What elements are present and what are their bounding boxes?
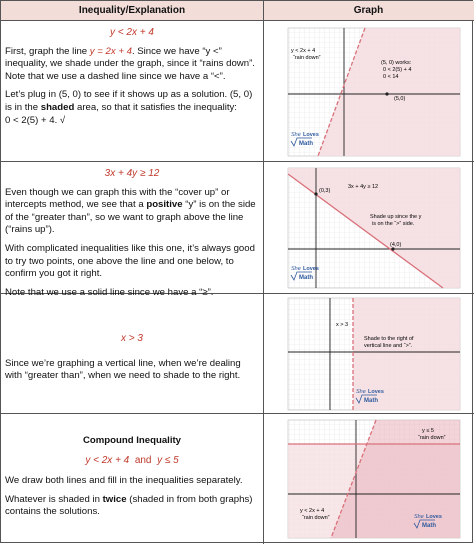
row3-graph	[264, 294, 474, 413]
row4-eq2: y ≤ 5	[157, 454, 179, 466]
row2-p1c: “y” is on the side of the “greater than”, so we want to graph above the line (“rains up”).	[5, 199, 256, 236]
row1-p2d: 0 < 2(5) + 4. √	[5, 114, 66, 126]
row4-label3: y < 2x + 4	[300, 508, 325, 514]
row2-para3: Note that we use a solid line since we have a “≥”.	[5, 286, 214, 298]
row4-p2a: Whatever is shaded in	[5, 493, 103, 505]
row3-note2: vertical line and “>”.	[364, 343, 413, 349]
row1-para2	[5, 89, 259, 127]
logo-loves: Loves	[368, 389, 384, 395]
row4-para1: We draw both lines and fill in the inequalities separately.	[5, 475, 243, 487]
row1-p2a: Let’s plug in (5, 0) to see if it shows up as a solution. (5, 0) is in the	[5, 89, 253, 113]
row2-pt2-label: (4,0)	[390, 242, 402, 248]
row2-p1b: positive	[146, 199, 183, 211]
header-explanation	[1, 1, 263, 21]
row4-p2c: (shaded in from both graphs) contains the solutions.	[5, 493, 253, 518]
row4-title: Compound Inequality	[82, 435, 182, 446]
row2-pt1-label: (0,3)	[319, 188, 331, 194]
row4-label4: “rain down”	[302, 515, 330, 521]
row1-works2: 0 < 2(5) + 4	[383, 67, 412, 73]
row2-para2: With complicated inequalities like this one, it’s always good to try two points, one above the line and one below, to confirm you got it right.	[5, 242, 255, 280]
row3-note1: Shade to the right of	[364, 336, 414, 342]
row2-p1a: Even though we can graph this with the “cover up” or intercepts method, we see that a	[5, 186, 230, 211]
row4-graph	[264, 414, 474, 543]
row2-explanation	[5, 168, 259, 305]
row1-p1eq: y = 2x + 4	[89, 45, 132, 57]
row2-para1	[5, 187, 259, 237]
row4-equations	[5, 455, 259, 468]
logo-she: She	[414, 514, 424, 520]
row1-works3: 0 < 14	[383, 74, 399, 80]
row4-para2	[5, 494, 259, 519]
row2-graph-label: 3x + 4y ≥ 12	[348, 184, 379, 190]
row4-explanation	[5, 435, 259, 525]
row1-p1a: First, graph the line	[5, 45, 90, 57]
row4-eq-and: and	[134, 454, 152, 466]
logo-math: Math	[299, 275, 313, 281]
row3-graph-label: x > 3	[336, 322, 349, 328]
logo-she: She	[291, 266, 301, 272]
row1-works1: (5, 0) works:	[381, 60, 412, 66]
row3-explanation	[5, 333, 259, 389]
row1-para1	[5, 46, 259, 84]
header-explanation-text: Inequality/Explanation	[78, 5, 186, 16]
row2-note1: Shade up since the y	[370, 214, 422, 220]
logo-loves: Loves	[303, 266, 319, 272]
logo-she: She	[356, 389, 366, 395]
row1-p2b: shaded	[40, 101, 75, 113]
row1-graph	[264, 22, 474, 161]
logo-loves: Loves	[303, 132, 319, 138]
row2-point1	[314, 192, 317, 195]
row1-test-point	[385, 92, 388, 95]
logo-math: Math	[364, 398, 378, 404]
row1-point-label: (5,0)	[394, 96, 406, 102]
row1-graph-label2: “rain down”	[293, 55, 321, 61]
row4-p2b: twice	[102, 493, 127, 505]
logo-math: Math	[422, 523, 436, 529]
row1-graph-label1: y < 2x + 4	[291, 48, 316, 54]
row1-explanation	[5, 27, 259, 133]
logo-loves: Loves	[426, 514, 442, 520]
row1-p2c: area, so that it satisfies the inequality:	[74, 101, 237, 113]
logo-she: She	[291, 132, 301, 138]
row2-graph	[264, 162, 474, 293]
row1-equation: y < 2x + 4	[110, 27, 154, 38]
row3-equation: x > 3	[121, 333, 143, 344]
row3-para1: Since we’re graphing a vertical line, when we’re dealing with “greater than”, when we need to shade to the right.	[5, 357, 241, 382]
row4-label2: “rain down”	[418, 435, 446, 441]
row4-eq1: y < 2x + 4	[85, 454, 130, 466]
header-graph	[263, 1, 474, 21]
row4-label1: y ≤ 5	[422, 428, 434, 434]
row2-equation: 3x + 4y ≥ 12	[104, 168, 160, 179]
row1-p1b: . Since we have “y <” inequality, we shade under the graph, since it “rains down”. Note that we use a dashed line since we have a “<”.	[5, 45, 255, 82]
row2-note2: is on the “>” side.	[372, 221, 415, 227]
logo-math: Math	[299, 141, 313, 147]
header-graph-text: Graph	[353, 5, 384, 16]
